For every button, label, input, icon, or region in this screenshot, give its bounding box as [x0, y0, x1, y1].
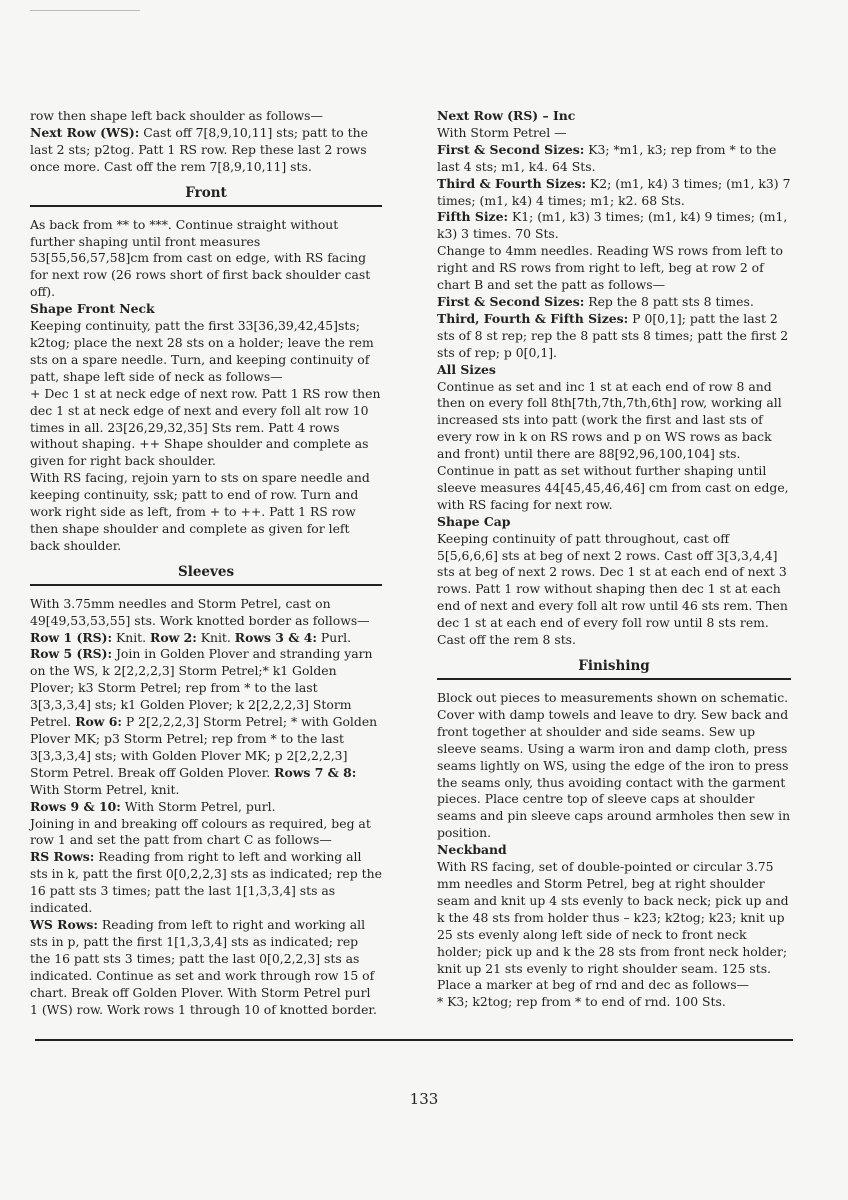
- bold-run: WS Rows:: [30, 916, 98, 932]
- paragraph: [437, 379, 791, 514]
- sleeves-section-header: [30, 563, 382, 586]
- text-run: Reading from left to right and working all sts in p, patt the first 1[1,3,3,4] sts as indicated; rep the 16 patt sts 3 times; patt the last 0[0,2,2,3] sts as indicated. Continue as set and work through row 15 of chart. Break off Golden Plover. With Storm Petrel purl 1 (WS) row. Work rows 1 through 10 of knotted border.: [30, 916, 377, 1017]
- front-section-header: [30, 184, 382, 207]
- section-rule: [30, 584, 382, 586]
- paragraph: [437, 362, 791, 379]
- bold-run: Row 1 (RS):: [30, 629, 113, 645]
- text-run: Knit.: [112, 629, 151, 645]
- bold-run: Third & Fourth Sizes:: [437, 175, 587, 191]
- text-run: With RS facing, rejoin yarn to sts on spare needle and keeping continuity, ssk; patt to end of row. Turn and work right side as left, from + to ++. Patt 1 RS row then shape shoulder and complete as given for left back shoulder.: [30, 470, 370, 553]
- paragraph: [437, 690, 791, 842]
- bold-run: Next Row (RS) – Inc: [437, 108, 576, 123]
- paragraph: [437, 176, 791, 210]
- text-run: As back from ** to ***. Continue straight without further shaping until front measures 53[55,56,57,58]cm from cast on edge, with RS facing for next row (26 rows short of first back shoulder cast off).: [30, 216, 371, 300]
- back-shoulder-text: [30, 108, 382, 176]
- paragraph: [30, 917, 382, 1018]
- text-run: Join in Golden Plover and stranding yarn on the WS, k 2[2,2,2,3] Storm Petrel;* k1 Golden Plover; k3 Storm Petrel; rep from * to the last 3[3,3,3,4] sts; k1 Golden Plover; k 2[2,2,2,3] Storm Petrel.: [30, 646, 373, 730]
- paragraph: [437, 859, 791, 994]
- paragraph: [30, 849, 382, 917]
- text-run: * K3; k2tog; rep from * to end of rnd. 100 Sts.: [437, 994, 726, 1010]
- front-heading: Front: [185, 184, 227, 201]
- text-run: + Dec 1 st at neck edge of next row. Patt 1 RS row then dec 1 st at neck edge of next and every foll alt row 10 times in all. 23[26,29,32,35] Sts rem. Patt 4 rows without shaping. ++ Shape shoulder and complete as given for right back shoulder.: [30, 385, 381, 469]
- bold-run: Rows 7 & 8:: [274, 764, 357, 780]
- paragraph: [30, 799, 382, 816]
- text-run: Block out pieces to measurements shown on schematic. Cover with damp towels and leave to dry. Sew back and front together at shoulder and side seams. Sew up sleeve seams. Using a warm iron and damp cloth, press seams lightly on WS, using the edge of the iron to press the seams only, thus avoiding contact with the garment pieces. Place centre top of sleeve caps at shoulder seams and pin sleeve caps around armholes then sew in position.: [437, 690, 791, 841]
- paragraph: [30, 630, 382, 799]
- text-run: With 3.75mm needles and Storm Petrel, cast on 49[49,53,53,55] sts. Work knotted border as follows—: [30, 595, 370, 628]
- text-run: With Storm Petrel, knit.: [30, 781, 180, 797]
- paragraph: [30, 470, 382, 555]
- paragraph: [30, 217, 382, 302]
- bold-run: First & Second Sizes:: [437, 141, 585, 157]
- bold-run: Rows 3 & 4:: [234, 629, 317, 645]
- text-run: P 0[0,1]; patt the last 2 sts of 8 st rep; rep the 8 patt sts 8 times; patt the first 2 sts of rep; p 0[0,1].: [437, 310, 789, 360]
- bold-run: Rows 9 & 10:: [30, 798, 121, 814]
- text-run: Reading from right to left and working all sts in k, patt the first 0[0,2,2,3] sts as indicated; rep the 16 patt sts 3 times; patt the last 1[1,3,3,4] sts as indicated.: [30, 849, 382, 916]
- section-rule: [437, 678, 791, 680]
- paragraph: [437, 994, 791, 1011]
- paragraph: [30, 386, 382, 471]
- bold-run: Shape Cap: [437, 513, 511, 529]
- paragraph: [30, 125, 382, 176]
- text-run: K1; (m1, k3) 3 times; (m1, k4) 9 times; (m1, k3) 3 times. 70 Sts.: [437, 209, 788, 242]
- sleeves-text: [30, 596, 382, 1019]
- paragraph: [437, 311, 791, 362]
- text-run: Keeping continuity, patt the first 33[36,39,42,45]sts; k2tog; place the next 28 sts on a holder; leave the rem sts on a spare needle. Turn, and keeping continuity of patt, shape left side of neck as follows—: [30, 318, 374, 384]
- finishing-section-header: [437, 657, 791, 680]
- text-run: K3; *m1, k3; rep from * to the last 4 sts; m1, k4. 64 Sts.: [437, 141, 777, 174]
- text-run: Rep the 8 patt sts 8 times.: [584, 293, 754, 309]
- bold-run: All Sizes: [437, 361, 496, 377]
- text-run: Joining in and breaking off colours as required, beg at row 1 and set the patt from chart C as follows—: [30, 815, 371, 848]
- paragraph: [437, 142, 791, 176]
- finishing-heading: Finishing: [578, 658, 650, 674]
- finishing-text: [437, 690, 791, 1011]
- bold-run: Row 2:: [150, 629, 197, 645]
- paragraph: [30, 301, 382, 318]
- left-column: [30, 108, 382, 1018]
- text-run: Purl.: [316, 629, 352, 645]
- bold-run: RS Rows:: [30, 849, 95, 865]
- sleeves-continued-text: [437, 108, 791, 649]
- text-run: With Storm Petrel —: [437, 124, 567, 140]
- bold-run: Row 5 (RS):: [30, 646, 113, 662]
- text-run: Keeping continuity of patt throughout, cast off 5[5,6,6,6] sts at beg of next 2 rows. Cast off 3[3,3,4,4] sts at beg of next 2 rows. Dec 1 st at each end of next 3 rows. Patt 1 row without shaping then dec 1 st at each end of next and every foll alt row until 46 sts rem. Then dec 1 st at each end of every foll row until 8 sts rem. Cast off the rem 8 sts.: [437, 530, 788, 648]
- paragraph: [30, 318, 382, 386]
- text-run: With RS facing, set of double-pointed or circular 3.75 mm needles and Storm Petrel, beg at right shoulder seam and knit up 4 sts evenly to back neck; pick up and k the 48 sts from holder thus – k23; k2tog; k23; knit up 25 sts evenly along left side of neck to front neck holder; pick up and k the 28 sts from front neck holder; knit up 21 sts evenly to right shoulder seam. 125 sts. Place a marker at beg of rnd and dec as follows—: [437, 859, 789, 993]
- paragraph: [30, 596, 382, 630]
- right-column: [437, 108, 791, 1011]
- paragraph: [437, 125, 791, 142]
- front-text: [30, 217, 382, 555]
- paragraph: [437, 514, 791, 531]
- bold-run: First & Second Sizes:: [437, 293, 585, 309]
- text-run: K2; (m1, k4) 3 times; (m1, k3) 7 times; (m1, k4) 4 times; m1; k2. 68 Sts.: [437, 175, 791, 208]
- bottom-rule: [35, 1039, 793, 1041]
- text-run: P 2[2,2,2,3] Storm Petrel; * with Golden Plover MK; p3 Storm Petrel; rep from * to the last 3[3,3,3,4] sts; with Golden Plover MK; p 2[2,2,2,3] Storm Petrel. Break off Golden Plover.: [30, 714, 378, 780]
- bold-run: Neckband: [437, 842, 507, 858]
- text-run: With Storm Petrel, purl.: [120, 798, 276, 814]
- bold-run: Shape Front Neck: [30, 301, 155, 317]
- sleeves-heading: Sleeves: [177, 563, 235, 580]
- page-number: 133: [409, 1090, 439, 1108]
- paragraph: [437, 243, 791, 294]
- text-run: row then shape left back shoulder as follows—: [30, 108, 323, 123]
- section-rule: [30, 205, 382, 207]
- paragraph: [437, 842, 791, 859]
- bold-run: Row 6:: [75, 714, 122, 730]
- text-run: Cast off 7[8,9,10,11] sts; patt to the last 2 sts; p2tog. Patt 1 RS row. Rep these last 2 rows once more. Cast off the rem 7[8,9,10,11] sts.: [30, 124, 368, 174]
- paragraph: [30, 816, 382, 850]
- paragraph: [437, 209, 791, 243]
- paragraph: [30, 108, 382, 125]
- text-run: Change to 4mm needles. Reading WS rows from left to right and RS rows from right to left, beg at row 2 of chart B and set the patt as follows—: [437, 243, 783, 293]
- text-run: Knit.: [196, 629, 235, 645]
- bold-run: Third, Fourth & Fifth Sizes:: [437, 310, 629, 326]
- paragraph: [437, 108, 791, 125]
- top-rule: [30, 10, 140, 11]
- paragraph: [437, 294, 791, 311]
- bold-run: Next Row (WS):: [30, 124, 140, 140]
- bold-run: Fifth Size:: [437, 209, 509, 225]
- text-run: Continue as set and inc 1 st at each end of row 8 and then on every foll 8th[7th,7th,7th,6th] row, working all increased sts into patt (work the first and last sts of every row in k on RS rows and p on WS rows as back and front) until there are 88[92,96,100,104] sts. Continue in patt as set without further shaping until sleeve measures 44[45,45,46,46] cm from cast on edge, with RS facing for next row.: [437, 378, 789, 512]
- paragraph: [437, 531, 791, 649]
